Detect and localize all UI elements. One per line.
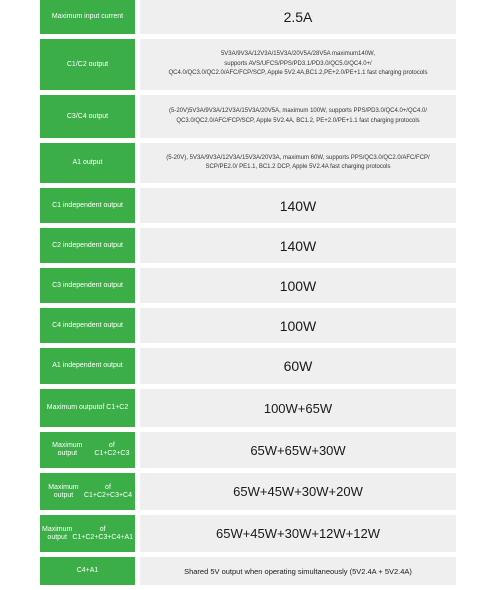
spec-value-line: SCP/PE2.0/ PE1.1, BC1.2 DCP, Apple 5V2.4A fast charging protocols (205, 164, 391, 170)
spec-value-line: 65W+45W+30W+12W+12W (215, 526, 381, 541)
spec-row (40, 39, 456, 90)
spec-label-line: C3 independent output (52, 281, 123, 289)
spec-label-line: Maximum output (46, 404, 99, 411)
spec-label (40, 432, 135, 468)
spec-value-line: 65W+65W+30W (250, 442, 346, 458)
spec-value (140, 95, 456, 138)
spec-value-text (284, 358, 313, 374)
spec-value-line: 2.5A (283, 9, 313, 25)
spec-value-text (264, 401, 332, 416)
spec-value-line: (5-20V), 5V3A/9V3A/12V3A/15V3A/20V3A, maximum 60W, supports PPS/QC3.0/QC2.0/AFC/FCP/ (166, 154, 430, 161)
spec-label (40, 0, 135, 34)
spec-value-line: 65W+45W+30W+20W (233, 484, 363, 499)
spec-label-line: Maximum output (41, 525, 73, 541)
spec-label (40, 515, 135, 552)
spec-label-line: C3/C4 output (66, 112, 109, 120)
spec-label (40, 473, 135, 510)
spec-value (140, 228, 456, 263)
spec-table (40, 0, 456, 590)
spec-value (140, 143, 456, 183)
spec-value (140, 348, 456, 384)
spec-row (40, 95, 456, 138)
spec-label-line: Maximum output (52, 442, 83, 457)
spec-value (140, 268, 456, 303)
spec-row (40, 188, 456, 223)
spec-label (40, 143, 135, 183)
spec-row (40, 308, 456, 343)
spec-label-line: Maximum output (48, 483, 79, 499)
spec-value-text (168, 50, 427, 79)
spec-value-text (233, 484, 363, 499)
spec-value-text (184, 567, 412, 576)
spec-label-line: C2 independent output (52, 241, 123, 249)
spec-value (140, 0, 456, 34)
spec-value-line: 100W (279, 317, 317, 334)
spec-value-text (169, 107, 427, 126)
spec-value-text (250, 443, 345, 458)
spec-value-line: 140W (279, 197, 317, 214)
spec-value (140, 432, 456, 468)
spec-label (40, 188, 135, 223)
spec-row (40, 515, 456, 552)
spec-row (40, 228, 456, 263)
spec-label (40, 268, 135, 303)
spec-label (40, 95, 135, 138)
spec-label-line: C4 independent output (52, 321, 123, 329)
spec-row (40, 557, 456, 585)
spec-label (40, 308, 135, 343)
spec-row (40, 348, 456, 384)
spec-label (40, 389, 135, 427)
spec-value-line: 60W (283, 358, 313, 374)
spec-value (140, 515, 456, 552)
spec-label-line: of C1+C2+C3 (94, 442, 130, 457)
spec-label-line: of C1+C2+C3+C4+A1 (72, 525, 134, 541)
spec-value-line: Shared 5V output when operating simultaneously (5V2.4A + 5V2.4A) (184, 566, 412, 576)
spec-label-line: of C1+C2+C3+C4 (83, 483, 133, 499)
spec-label-line: C1/C2 output (66, 60, 109, 68)
spec-value-text (216, 526, 380, 541)
spec-label (40, 557, 135, 585)
spec-value-line: supports AVS/UFCS/PPS/PD3.1/PD3.0/QC5.0/QC4.0+/ (224, 60, 372, 67)
spec-row (40, 473, 456, 510)
spec-label (40, 348, 135, 384)
spec-value (140, 557, 456, 585)
spec-label (40, 228, 135, 263)
spec-value-line: 100W (279, 277, 317, 294)
spec-label-line: of C1+C2 (98, 404, 129, 411)
spec-label-line: C4+A1 (76, 567, 99, 574)
spec-row (40, 0, 456, 34)
spec-label-line: Maximum input current (51, 13, 124, 20)
spec-label-line: C1 independent output (52, 201, 123, 209)
spec-value-text (280, 318, 317, 334)
spec-row (40, 268, 456, 303)
spec-value-line: 140W (279, 237, 317, 254)
spec-value-line: (5-20V)5V3A/9V3A/12V3A/15V3A/20V5A, maximum 100W, supports PPS/PD3.0/QC4.0+/QC4.0/ (169, 108, 427, 114)
spec-label-line: A1 independent output (52, 362, 123, 369)
spec-value-text (284, 9, 313, 25)
spec-value-line: QC4.0/QC3.0/QC2.0/AFC/FCP/SCP, Apple 5V2.4A,BC1.2,PE+2.0/PE+1.1 fast charging protocols (168, 70, 428, 77)
spec-value-text (280, 198, 317, 214)
spec-value (140, 39, 456, 90)
spec-value-text (280, 238, 317, 254)
spec-row (40, 389, 456, 427)
spec-value-text (166, 154, 429, 173)
spec-label (40, 39, 135, 90)
spec-value-line: QC3.0/QC2.0/AFC/FCP/SCP, Apple 5V2.4A, BC1.2, PE+2.0/PE+1.1 fast charging protocols (176, 117, 420, 124)
spec-value-line: 100W+65W (263, 400, 333, 416)
spec-row (40, 143, 456, 183)
spec-value (140, 188, 456, 223)
spec-value (140, 389, 456, 427)
spec-value (140, 473, 456, 510)
spec-row (40, 432, 456, 468)
spec-value-line: 5V3A/9V3A/12V3A/15V3A/20V5A/28V5A maximum140W, (220, 51, 376, 58)
spec-value-text (280, 278, 317, 294)
spec-value (140, 308, 456, 343)
spec-label-line: A1 output (72, 159, 103, 166)
